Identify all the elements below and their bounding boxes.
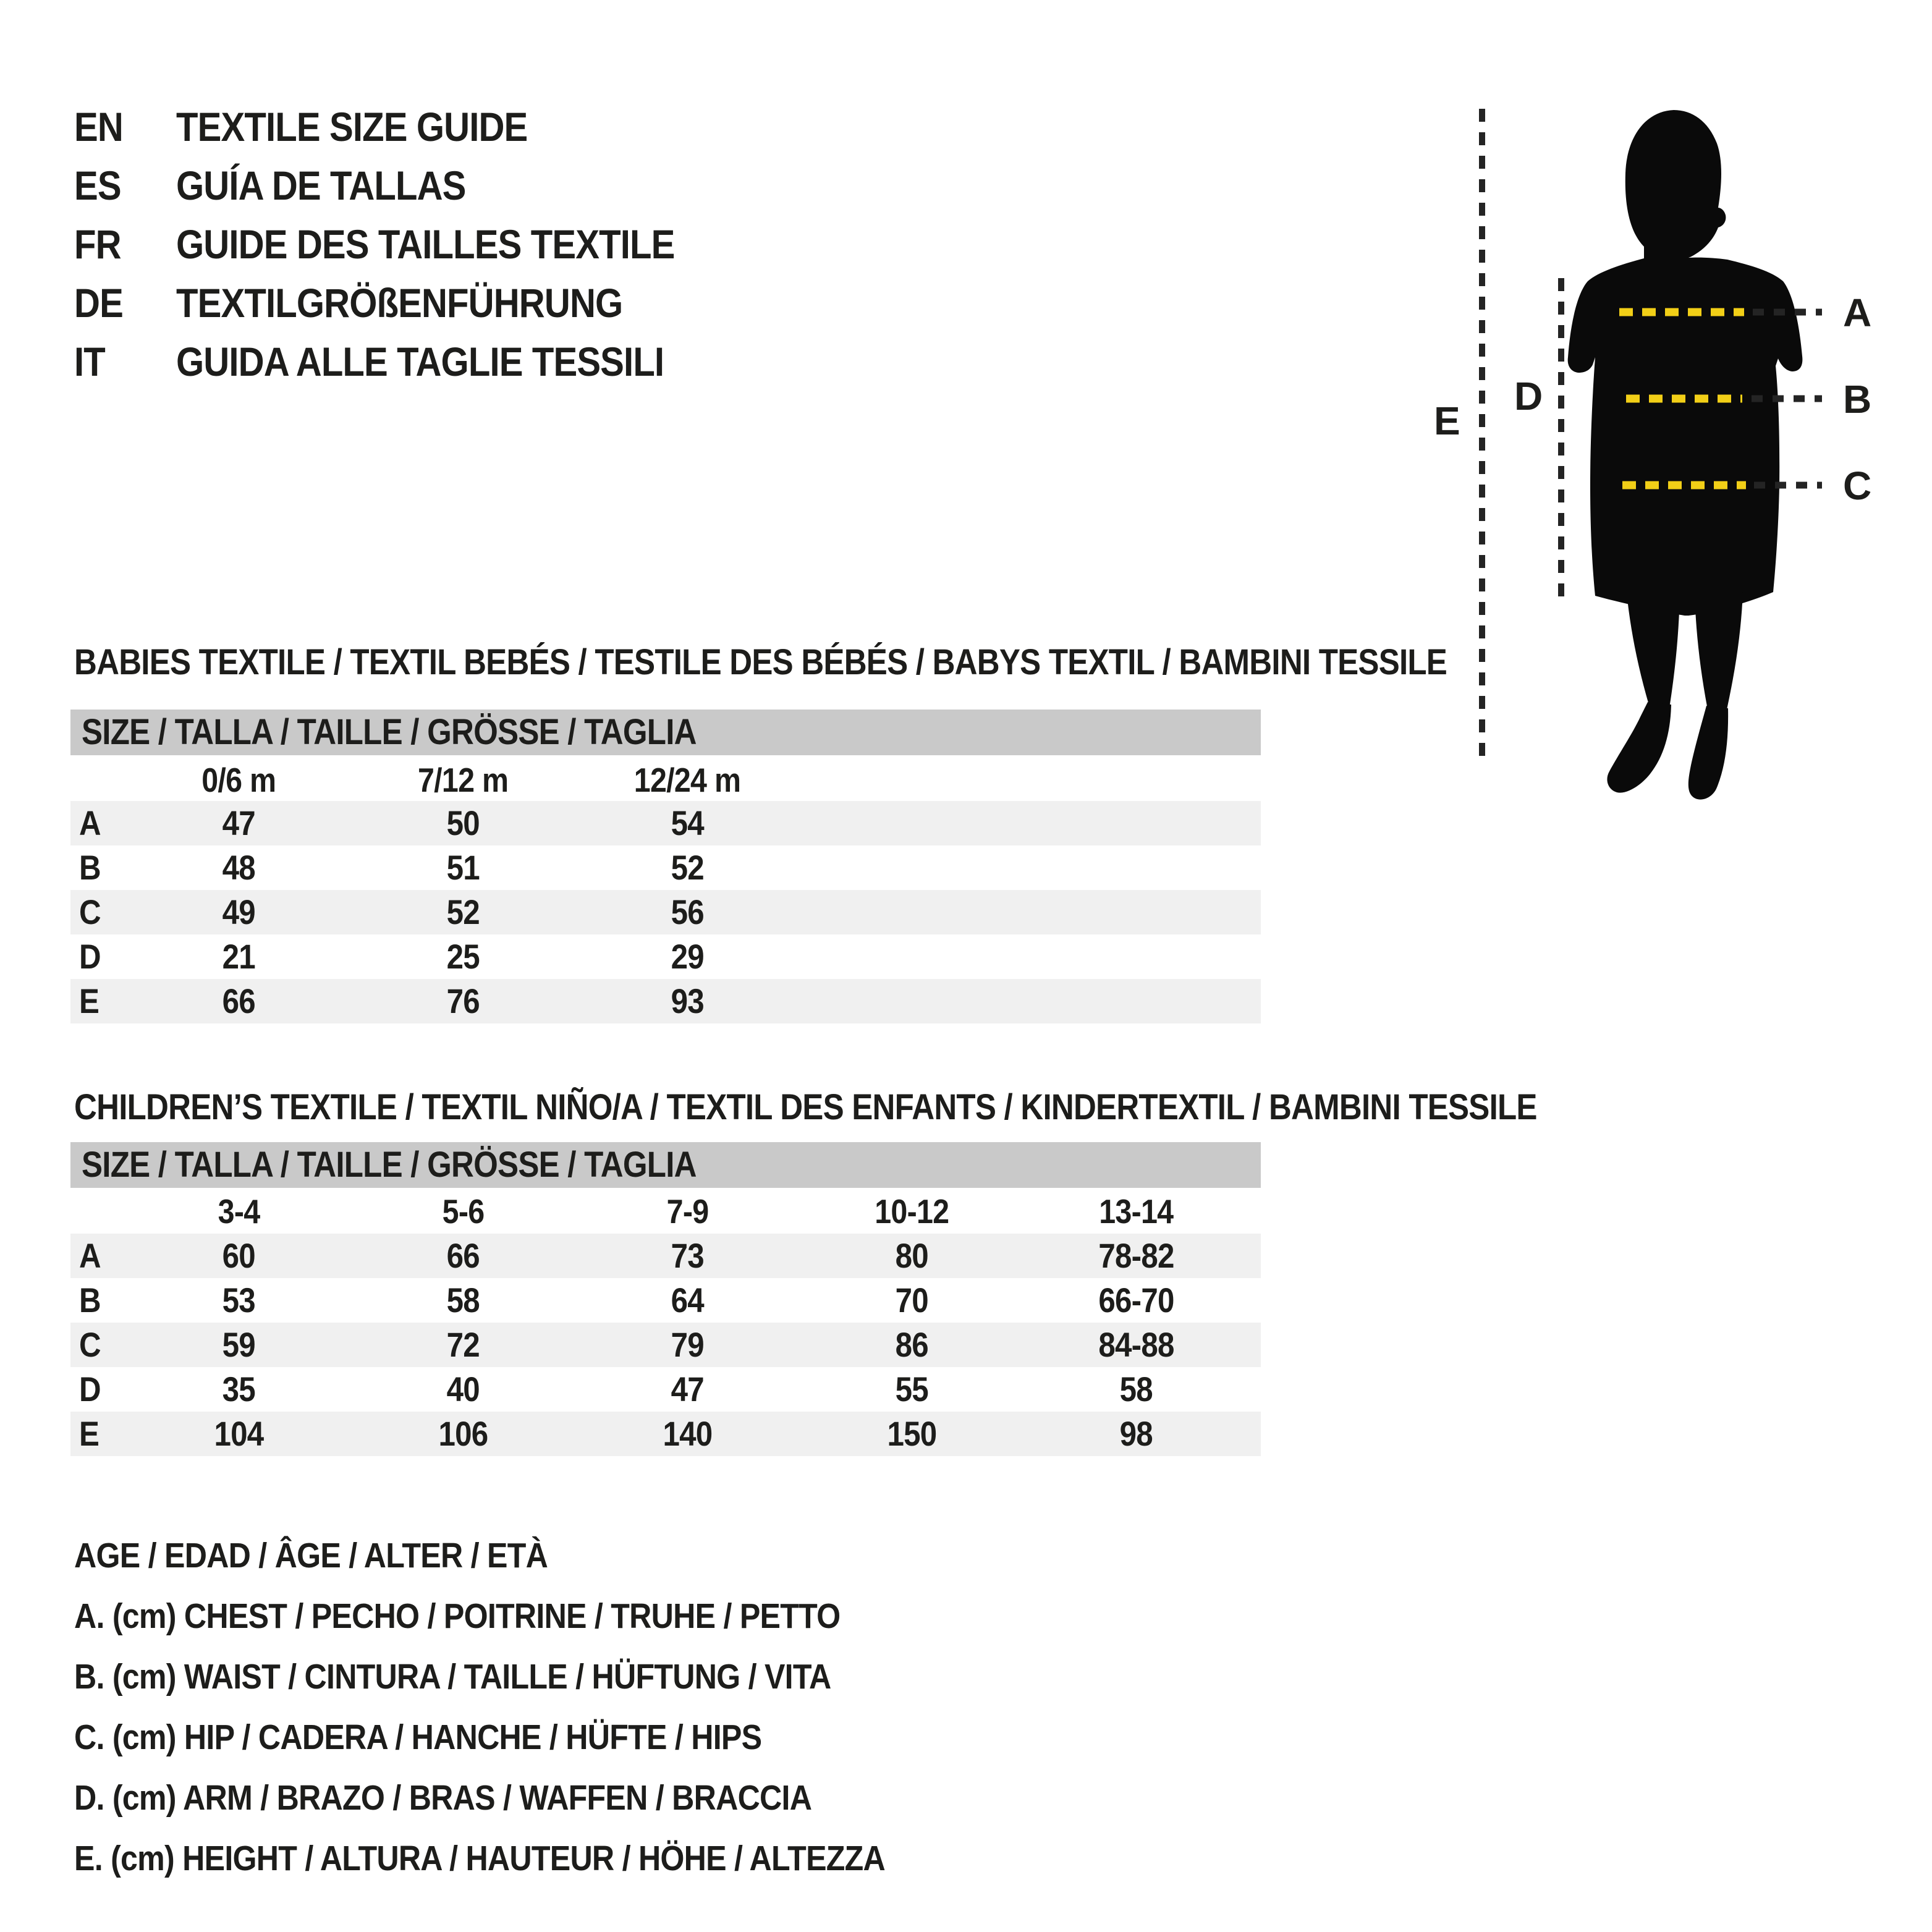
table-cell: 86	[895, 1325, 929, 1364]
row-label: A	[79, 803, 101, 842]
language-row-it	[74, 333, 742, 391]
column-header-spacer	[70, 760, 127, 800]
language-code: EN	[74, 104, 123, 150]
babies-size-header-bar: SIZE / TALLA / TAILLE / GRÖSSE / TAGLIA	[70, 710, 1261, 755]
table-cell: 70	[895, 1281, 929, 1320]
table-cell: 48	[222, 848, 256, 887]
table-row	[70, 1367, 1261, 1412]
table-row	[70, 934, 1261, 979]
row-label: A	[79, 1236, 101, 1275]
table-cell: 47	[222, 803, 256, 842]
legend-line: D. (cm) ARM / BRAZO / BRAS / WAFFEN / BRACCIA	[74, 1778, 812, 1818]
table-cell: 21	[222, 937, 256, 976]
row-label: E	[79, 1414, 100, 1453]
row-label: B	[79, 848, 101, 887]
table-cell: 54	[671, 803, 705, 842]
table-cell: 53	[222, 1281, 256, 1320]
children-column-headers	[70, 1192, 1261, 1231]
table-cell: 58	[1119, 1370, 1153, 1409]
babies-column-headers	[70, 760, 1261, 800]
table-row	[70, 1234, 1261, 1278]
table-cell: 56	[671, 892, 705, 931]
table-cell: 55	[895, 1370, 929, 1409]
table-cell: 140	[663, 1414, 713, 1453]
table-cell: 29	[671, 937, 705, 976]
table-cell: 78-82	[1098, 1236, 1174, 1275]
table-cell: 60	[222, 1236, 256, 1275]
measure-label-arm: D	[1514, 374, 1543, 418]
table-cell: 25	[446, 937, 480, 976]
language-code: FR	[74, 221, 121, 267]
column-header: 7-9	[666, 1192, 709, 1231]
legend-line: B. (cm) WAIST / CINTURA / TAILLE / HÜFTUNG / VITA	[74, 1657, 831, 1697]
babies-table	[70, 801, 1261, 1023]
table-cell: 40	[446, 1370, 480, 1409]
row-label: D	[79, 937, 101, 976]
table-cell: 84-88	[1098, 1325, 1174, 1364]
table-cell: 150	[887, 1414, 937, 1453]
language-title: GUIDA ALLE TAGLIE TESSILI	[176, 339, 664, 384]
table-cell: 98	[1119, 1414, 1153, 1453]
measure-label-waist: B	[1843, 377, 1872, 422]
table-row	[70, 845, 1261, 890]
language-row-fr	[74, 215, 742, 274]
table-row	[70, 801, 1261, 845]
child-silhouette	[1568, 110, 1803, 800]
measurement-legend	[74, 1525, 996, 1889]
column-header: 5-6	[442, 1192, 485, 1231]
row-label: C	[79, 892, 101, 931]
row-label: D	[79, 1370, 101, 1409]
table-cell: 49	[222, 892, 256, 931]
row-label: E	[79, 981, 100, 1020]
column-header: 10-12	[875, 1192, 949, 1231]
table-cell: 72	[446, 1325, 480, 1364]
column-header: 3-4	[218, 1192, 260, 1231]
table-cell: 52	[671, 848, 705, 887]
table-cell: 79	[671, 1325, 705, 1364]
child-silhouette-figure	[1409, 87, 1932, 816]
table-cell: 76	[446, 981, 480, 1020]
children-section-heading: CHILDREN’S TEXTILE / TEXTIL NIÑO/A / TEXTIL DES ENFANTS / KINDERTEXTIL / BAMBINI TESSILE	[74, 1087, 1537, 1127]
table-cell: 51	[446, 848, 480, 887]
legend-line: AGE / EDAD / ÂGE / ALTER / ETÀ	[74, 1536, 548, 1575]
column-header-spacer	[70, 1192, 127, 1231]
table-row	[70, 890, 1261, 934]
language-title: GUIDE DES TAILLES TEXTILE	[176, 221, 675, 267]
measure-label-height: E	[1434, 399, 1460, 443]
children-table	[70, 1234, 1261, 1456]
language-code: ES	[74, 163, 121, 208]
table-cell: 35	[222, 1370, 256, 1409]
language-row-en	[74, 98, 742, 156]
column-header: 12/24 m	[634, 761, 741, 799]
language-code: DE	[74, 280, 123, 326]
table-cell: 80	[895, 1236, 929, 1275]
measure-label-hip: C	[1843, 464, 1872, 508]
table-cell: 58	[446, 1281, 480, 1320]
children-size-header-bar: SIZE / TALLA / TAILLE / GRÖSSE / TAGLIA	[70, 1142, 1261, 1188]
legend-line: E. (cm) HEIGHT / ALTURA / HAUTEUR / HÖHE / ALTEZZA	[74, 1839, 886, 1878]
table-row	[70, 1278, 1261, 1323]
table-cell: 66-70	[1098, 1281, 1174, 1320]
table-row	[70, 979, 1261, 1023]
language-header	[74, 98, 742, 391]
table-cell: 66	[446, 1236, 480, 1275]
row-label: B	[79, 1281, 101, 1320]
table-cell: 106	[438, 1414, 488, 1453]
table-cell: 47	[671, 1370, 705, 1409]
table-cell: 50	[446, 803, 480, 842]
table-row	[70, 1323, 1261, 1367]
row-label: C	[79, 1325, 101, 1364]
language-code: IT	[74, 339, 105, 384]
table-cell: 52	[446, 892, 480, 931]
table-cell: 73	[671, 1236, 705, 1275]
table-cell: 93	[671, 981, 705, 1020]
measure-label-chest: A	[1843, 290, 1872, 335]
table-cell: 66	[222, 981, 256, 1020]
table-cell: 104	[214, 1414, 264, 1453]
column-header: 7/12 m	[418, 761, 509, 799]
table-row	[70, 1412, 1261, 1456]
language-row-es	[74, 156, 742, 215]
legend-line: A. (cm) CHEST / PECHO / POITRINE / TRUHE / PETTO	[74, 1596, 841, 1636]
language-title: GUÍA DE TALLAS	[176, 163, 466, 208]
column-header: 13-14	[1099, 1192, 1174, 1231]
column-header: 0/6 m	[201, 761, 276, 799]
language-title: TEXTILGRÖßENFÜHRUNG	[176, 280, 623, 326]
table-cell: 64	[671, 1281, 705, 1320]
language-title: TEXTILE SIZE GUIDE	[176, 104, 528, 150]
table-cell: 59	[222, 1325, 256, 1364]
language-row-de	[74, 274, 742, 333]
legend-line: C. (cm) HIP / CADERA / HANCHE / HÜFTE / HIPS	[74, 1718, 762, 1757]
babies-section-heading: BABIES TEXTILE / TEXTIL BEBÉS / TESTILE DES BÉBÉS / BABYS TEXTIL / BAMBINI TESSILE	[74, 642, 1447, 682]
